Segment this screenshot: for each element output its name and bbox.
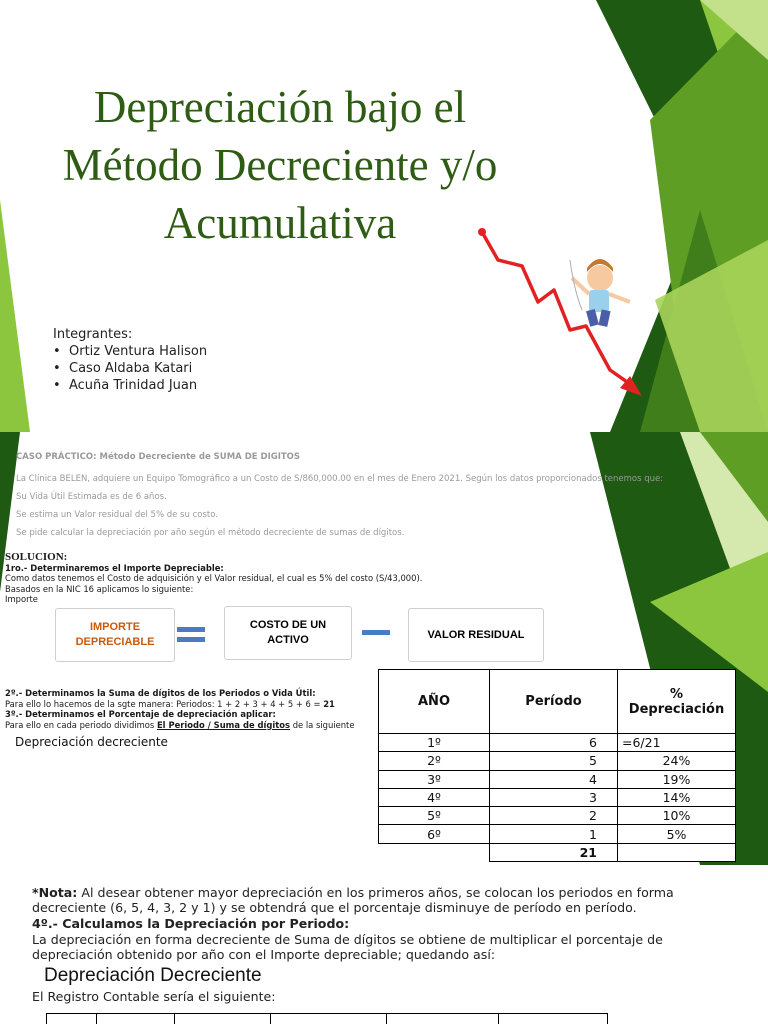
steps-block — [5, 688, 377, 730]
percent-cell: 14% — [618, 788, 736, 806]
step3-line-end: de la siguiente — [290, 719, 355, 730]
step1-title: 1ro.- Determinaremos el Importe Depreciable: — [5, 562, 224, 573]
table-row — [379, 807, 736, 825]
table-header-row — [379, 670, 736, 734]
member-item: • Caso Aldaba Katari — [53, 360, 207, 377]
percent-cell: 24% — [618, 752, 736, 770]
year-cell: 3º — [379, 770, 490, 788]
percent-cell: 10% — [618, 807, 736, 825]
solution-block — [5, 552, 425, 605]
falling-chart-illustration — [470, 220, 650, 410]
year-cell: 6º — [379, 825, 490, 843]
member-item: • Ortiz Ventura Halison — [53, 343, 207, 360]
step4-title: 4º.- Calculamos la Depreciación por Periodo: — [32, 916, 350, 931]
step3-title: 3º.- Determinamos el Porcentaje de depreciación aplicar: — [5, 709, 276, 719]
step1-line: Basados en la NIC 16 aplicamos lo siguiente: — [5, 583, 194, 594]
percent-cell: 19% — [618, 770, 736, 788]
table-row — [379, 825, 736, 843]
registro-text: El Registro Contable sería el siguiente: — [32, 989, 276, 1004]
step4-text: La depreciación en forma decreciente de Suma de dígitos se obtiene de multiplicar el porcentaje de depreciación obtenido por año con el Importe depreciable; quedando así: — [32, 932, 663, 963]
step1-line: Como datos tenemos el Costo de adquisición y el Valor residual, el cual es 5% del costo (S/43,000). — [5, 573, 423, 583]
case-line: Su Vida Útil Estimada es de 6 años. — [16, 492, 167, 502]
minus-sign — [362, 630, 390, 635]
members-header: Integrantes: — [53, 327, 133, 342]
table-total-row — [379, 843, 736, 861]
period-cell: 4 — [490, 770, 618, 788]
member-item: • Acuña Trinidad Juan — [53, 377, 207, 394]
year-cell: 2º — [379, 752, 490, 770]
step1-line: Importe — [5, 594, 38, 604]
depreciation-label: Depreciación decreciente — [15, 735, 168, 749]
formula-box-residual: VALOR RESIDUAL — [408, 608, 544, 662]
percent-cell: =6/21 — [618, 734, 736, 752]
depreciation-heading: Depreciación Decreciente — [44, 965, 262, 986]
solution-heading: SOLUCION: — [5, 551, 68, 563]
table-row — [379, 752, 736, 770]
nota-text: Al desear obtener mayor depreciación en los primeros años, se colocan los periodos en forma decreciente (6, 5, 4, 3, 2 y 1) y se obtendrá que el porcentaje disminuye de período en período. — [32, 885, 674, 916]
period-cell: 5 — [490, 752, 618, 770]
case-line: Se pide calcular la depreciación por año según el método decreciente de sumas de dígitos. — [16, 528, 405, 538]
slide-notes — [0, 865, 768, 1024]
header-period: Período — [490, 670, 618, 734]
case-line: La Clínica BELEN, adquiere un Equipo Tomográfico a un Costo de S/860,000.00 en el mes de Enero 2021. Según los datos proporcionados tenemos que: — [16, 474, 664, 484]
table-row — [379, 788, 736, 806]
equals-sign-top — [177, 627, 205, 632]
percent-cell: 5% — [618, 825, 736, 843]
period-cell: 3 — [490, 788, 618, 806]
period-cell: 2 — [490, 807, 618, 825]
equals-sign-bottom — [177, 637, 205, 642]
depreciation-table — [378, 669, 736, 862]
table-row — [379, 770, 736, 788]
formula-box-importe: IMPORTE DEPRECIABLE — [55, 608, 175, 662]
slide-case-study — [0, 432, 768, 865]
step3-formula: El Periodo / Suma de dígitos — [156, 719, 291, 730]
case-line: Se estima un Valor residual del 5% de su costo. — [16, 510, 218, 520]
step3-line: Para ello en cada periodo dividimos — [5, 719, 157, 730]
step2-sum: 21 — [323, 698, 335, 709]
members-list — [53, 326, 207, 394]
slide-title — [0, 0, 768, 432]
step2-title: 2º.- Determinamos la Suma de dígitos de los Periodos o Vida Útil: — [5, 688, 316, 698]
case-title: CASO PRÁCTICO: Método Decreciente de SUMA DE DIGITOS — [16, 452, 301, 462]
total-cell: 21 — [490, 843, 618, 861]
step2-line: Para ello lo hacemos de la sgte manera: Periodos: 1 + 2 + 3 + 4 + 5 + 6 = — [5, 698, 324, 709]
year-cell: 4º — [379, 788, 490, 806]
year-cell: 1º — [379, 734, 490, 752]
table-row — [379, 734, 736, 752]
period-cell: 6 — [490, 734, 618, 752]
nota-label: *Nota: — [32, 885, 78, 900]
period-cell: 1 — [490, 825, 618, 843]
formula-box-costo: COSTO DE UN ACTIVO — [224, 606, 352, 660]
year-cell: 5º — [379, 807, 490, 825]
accounting-table-top — [46, 1013, 608, 1024]
header-year: AÑO — [379, 670, 490, 734]
nota-paragraph — [32, 885, 722, 916]
header-percent: % Depreciación — [618, 670, 736, 734]
slide-title-text: Depreciación bajo el Método Decreciente y/o Acumulativa — [62, 82, 498, 248]
